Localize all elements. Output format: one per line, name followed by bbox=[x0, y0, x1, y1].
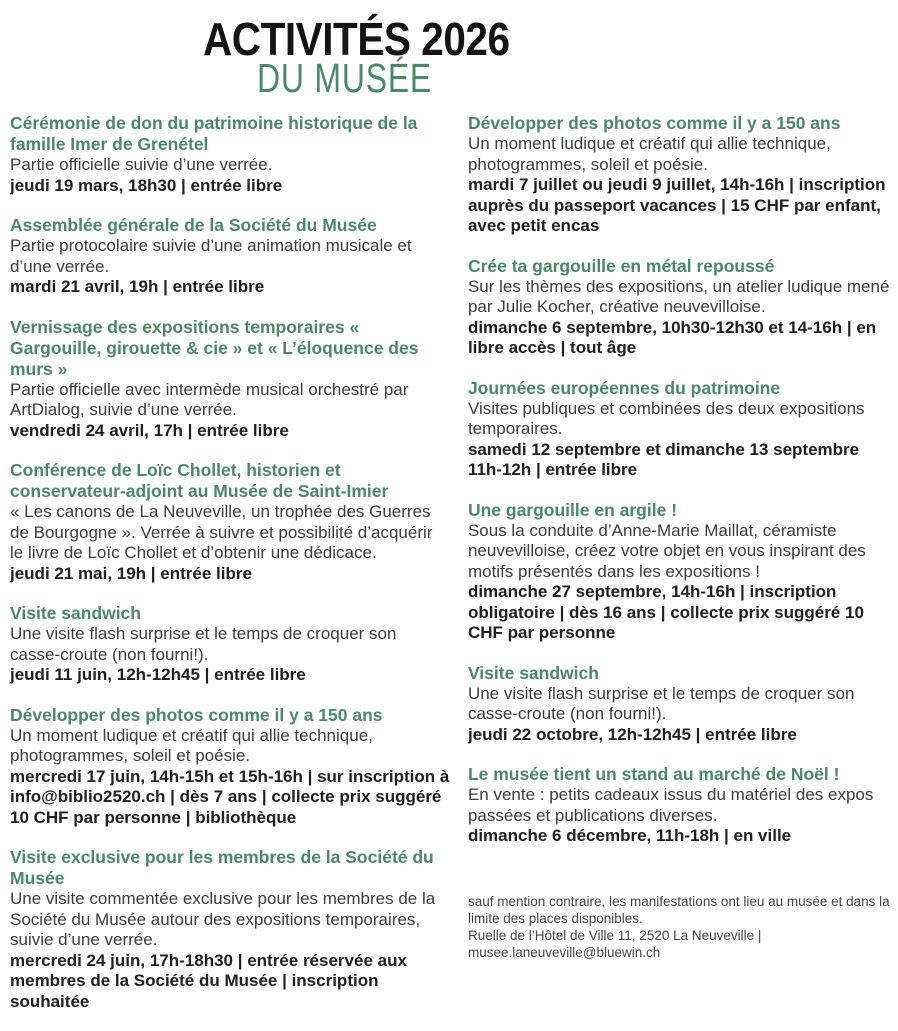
footer-note bbox=[468, 893, 890, 961]
footer-disclaimer: sauf mention contraire, les manifestations ont lieu au musée et dans la limite des places disponibles. bbox=[467, 893, 890, 926]
event-heading: Le musée tient un stand au marché de Noël ! bbox=[467, 764, 840, 784]
event-description: Sur les thèmes des expositions, un atelier ludique mené par Julie Kocher, créative neuvevilloise. bbox=[467, 276, 890, 316]
event-description: Partie officielle suivie d’une verrée. bbox=[10, 155, 273, 174]
event-date-info: mercredi 17 juin, 14h-15h et 15h-16h | sur inscription à info@biblio2520.ch | dès 7 ans | collecte prix suggéré 10 CHF par personne | bibliothèque bbox=[10, 766, 450, 827]
event-date-info: dimanche 6 septembre, 10h30-12h30 et 14-16h | en libre accès | tout âge bbox=[467, 317, 877, 357]
event-date-info: mercredi 24 juin, 17h-18h30 | entrée réservée aux membres de la Société du Musée | inscription souhaitée bbox=[10, 950, 407, 1011]
event-photos-150-ans-juillet bbox=[468, 113, 890, 237]
page-header bbox=[10, 13, 890, 101]
event-date-info: dimanche 6 décembre, 11h-18h | en ville bbox=[467, 826, 792, 845]
event-heading: Assemblée générale de la Société du Musée bbox=[10, 215, 377, 235]
page-title: ACTIVITÉS 2026 bbox=[203, 13, 510, 65]
event-date-info: jeudi 11 juin, 12h-12h45 | entrée libre bbox=[10, 665, 306, 684]
event-visite-sandwich-juin bbox=[10, 603, 450, 686]
event-description: Partie officielle avec intermède musical orchestré par ArtDialog, suivie d’une verrée. bbox=[10, 379, 409, 419]
event-description: « Les canons de La Neuveville, un trophée des Guerres de Bourgogne ». Verrée à suivre et possibilité d’acquérir le livre de Loïc Chollet et d’obtenir une dédicace. bbox=[10, 502, 433, 562]
event-heading: Développer des photos comme il y a 150 ans bbox=[467, 113, 841, 133]
event-description: Un moment ludique et créatif qui allie technique, photogrammes, soleil et poésie. bbox=[10, 725, 373, 765]
event-marche-noel bbox=[468, 764, 890, 847]
event-gargouille-metal bbox=[468, 256, 890, 359]
content-columns bbox=[10, 113, 890, 1031]
event-description: Un moment ludique et créatif qui allie technique, photogrammes, soleil et poésie. bbox=[467, 134, 831, 174]
right-column bbox=[468, 113, 890, 1031]
event-date-info: vendredi 24 avril, 17h | entrée libre bbox=[10, 420, 289, 440]
event-heading: Visite sandwich bbox=[467, 662, 599, 683]
event-date-info: samedi 12 septembre et dimanche 13 septembre 11h-12h | entrée libre bbox=[467, 439, 860, 479]
event-conference-chollet bbox=[10, 460, 450, 584]
event-heading: Journées européennes du patrimoine bbox=[467, 377, 781, 398]
event-journees-patrimoine bbox=[468, 378, 890, 481]
event-date-info: jeudi 22 octobre, 12h-12h45 | entrée libre bbox=[467, 724, 797, 744]
event-date-info: mardi 21 avril, 19h | entrée libre bbox=[10, 277, 265, 296]
event-description: Sous la conduite d’Anne-Marie Maillat, céramiste neuvevilloise, créez votre objet en vous inspirant des motifs présentés dans les expositions ! bbox=[467, 520, 866, 581]
event-vernissage bbox=[10, 317, 450, 442]
event-ceremonie-don bbox=[10, 113, 450, 196]
museum-address: Ruelle de l’Hôtel de Ville 11, 2520 La Neuveville | bbox=[467, 927, 762, 943]
event-date-info: jeudi 19 mars, 18h30 | entrée libre bbox=[10, 175, 283, 195]
page-subtitle: DU MUSÉE bbox=[257, 55, 433, 101]
event-heading: Visite exclusive pour les membres de la Société du Musée bbox=[10, 847, 434, 888]
event-date-info: jeudi 21 mai, 19h | entrée libre bbox=[10, 563, 252, 583]
event-date-info: mardi 7 juillet ou jeudi 9 juillet, 14h-16h | inscription auprès du passeport vacances | 15 CHF par enfant, avec petit encas bbox=[467, 175, 886, 235]
event-description: En vente : petits cadeaux issus du matériel des expos passées et publications diverses. bbox=[467, 785, 874, 825]
event-description: Une visite commentée exclusive pour les membres de la Société du Musée autour des expositions temporaires, suivie d’une verrée. bbox=[10, 889, 436, 949]
event-heading: Crée ta gargouille en métal repoussé bbox=[467, 255, 775, 276]
event-heading: Une gargouille en argile ! bbox=[467, 499, 678, 520]
event-description: Une visite flash surprise et le temps de croquer son casse-croute (non fourni!). bbox=[10, 624, 397, 664]
event-visite-sandwich-octobre bbox=[468, 663, 890, 746]
event-gargouille-argile bbox=[468, 500, 890, 644]
event-photos-150-ans-juin bbox=[10, 705, 450, 829]
event-heading: Développer des photos comme il y a 150 ans bbox=[10, 704, 383, 725]
event-description: Visites publiques et combinées des deux expositions temporaires. bbox=[467, 398, 865, 438]
event-description: Partie protocolaire suivie d’une animation musicale et d’une verrée. bbox=[10, 236, 412, 276]
museum-email: musee.laneuveville@bluewin.ch bbox=[467, 944, 661, 960]
event-heading: Conférence de Loïc Chollet, historien et conservateur-adjoint au Musée de Saint-Imier bbox=[10, 460, 389, 501]
event-heading: Cérémonie de don du patrimoine historique de la famille Imer de Grenétel bbox=[10, 113, 418, 154]
event-heading: Vernissage des expositions temporaires « Gargouille, girouette & cie » et « L’éloquence des murs » bbox=[10, 316, 419, 379]
event-heading: Visite sandwich bbox=[10, 603, 141, 623]
event-date-info: dimanche 27 septembre, 14h-16h | inscription obligatoire | dès 16 ans | collecte prix suggéré 10 CHF par personne bbox=[467, 582, 864, 642]
event-description: Une visite flash surprise et le temps de croquer son casse-croute (non fourni!). bbox=[467, 683, 855, 723]
event-assemblee-generale bbox=[10, 215, 450, 298]
left-column bbox=[10, 113, 450, 1031]
event-visite-exclusive-membres bbox=[10, 847, 450, 1012]
